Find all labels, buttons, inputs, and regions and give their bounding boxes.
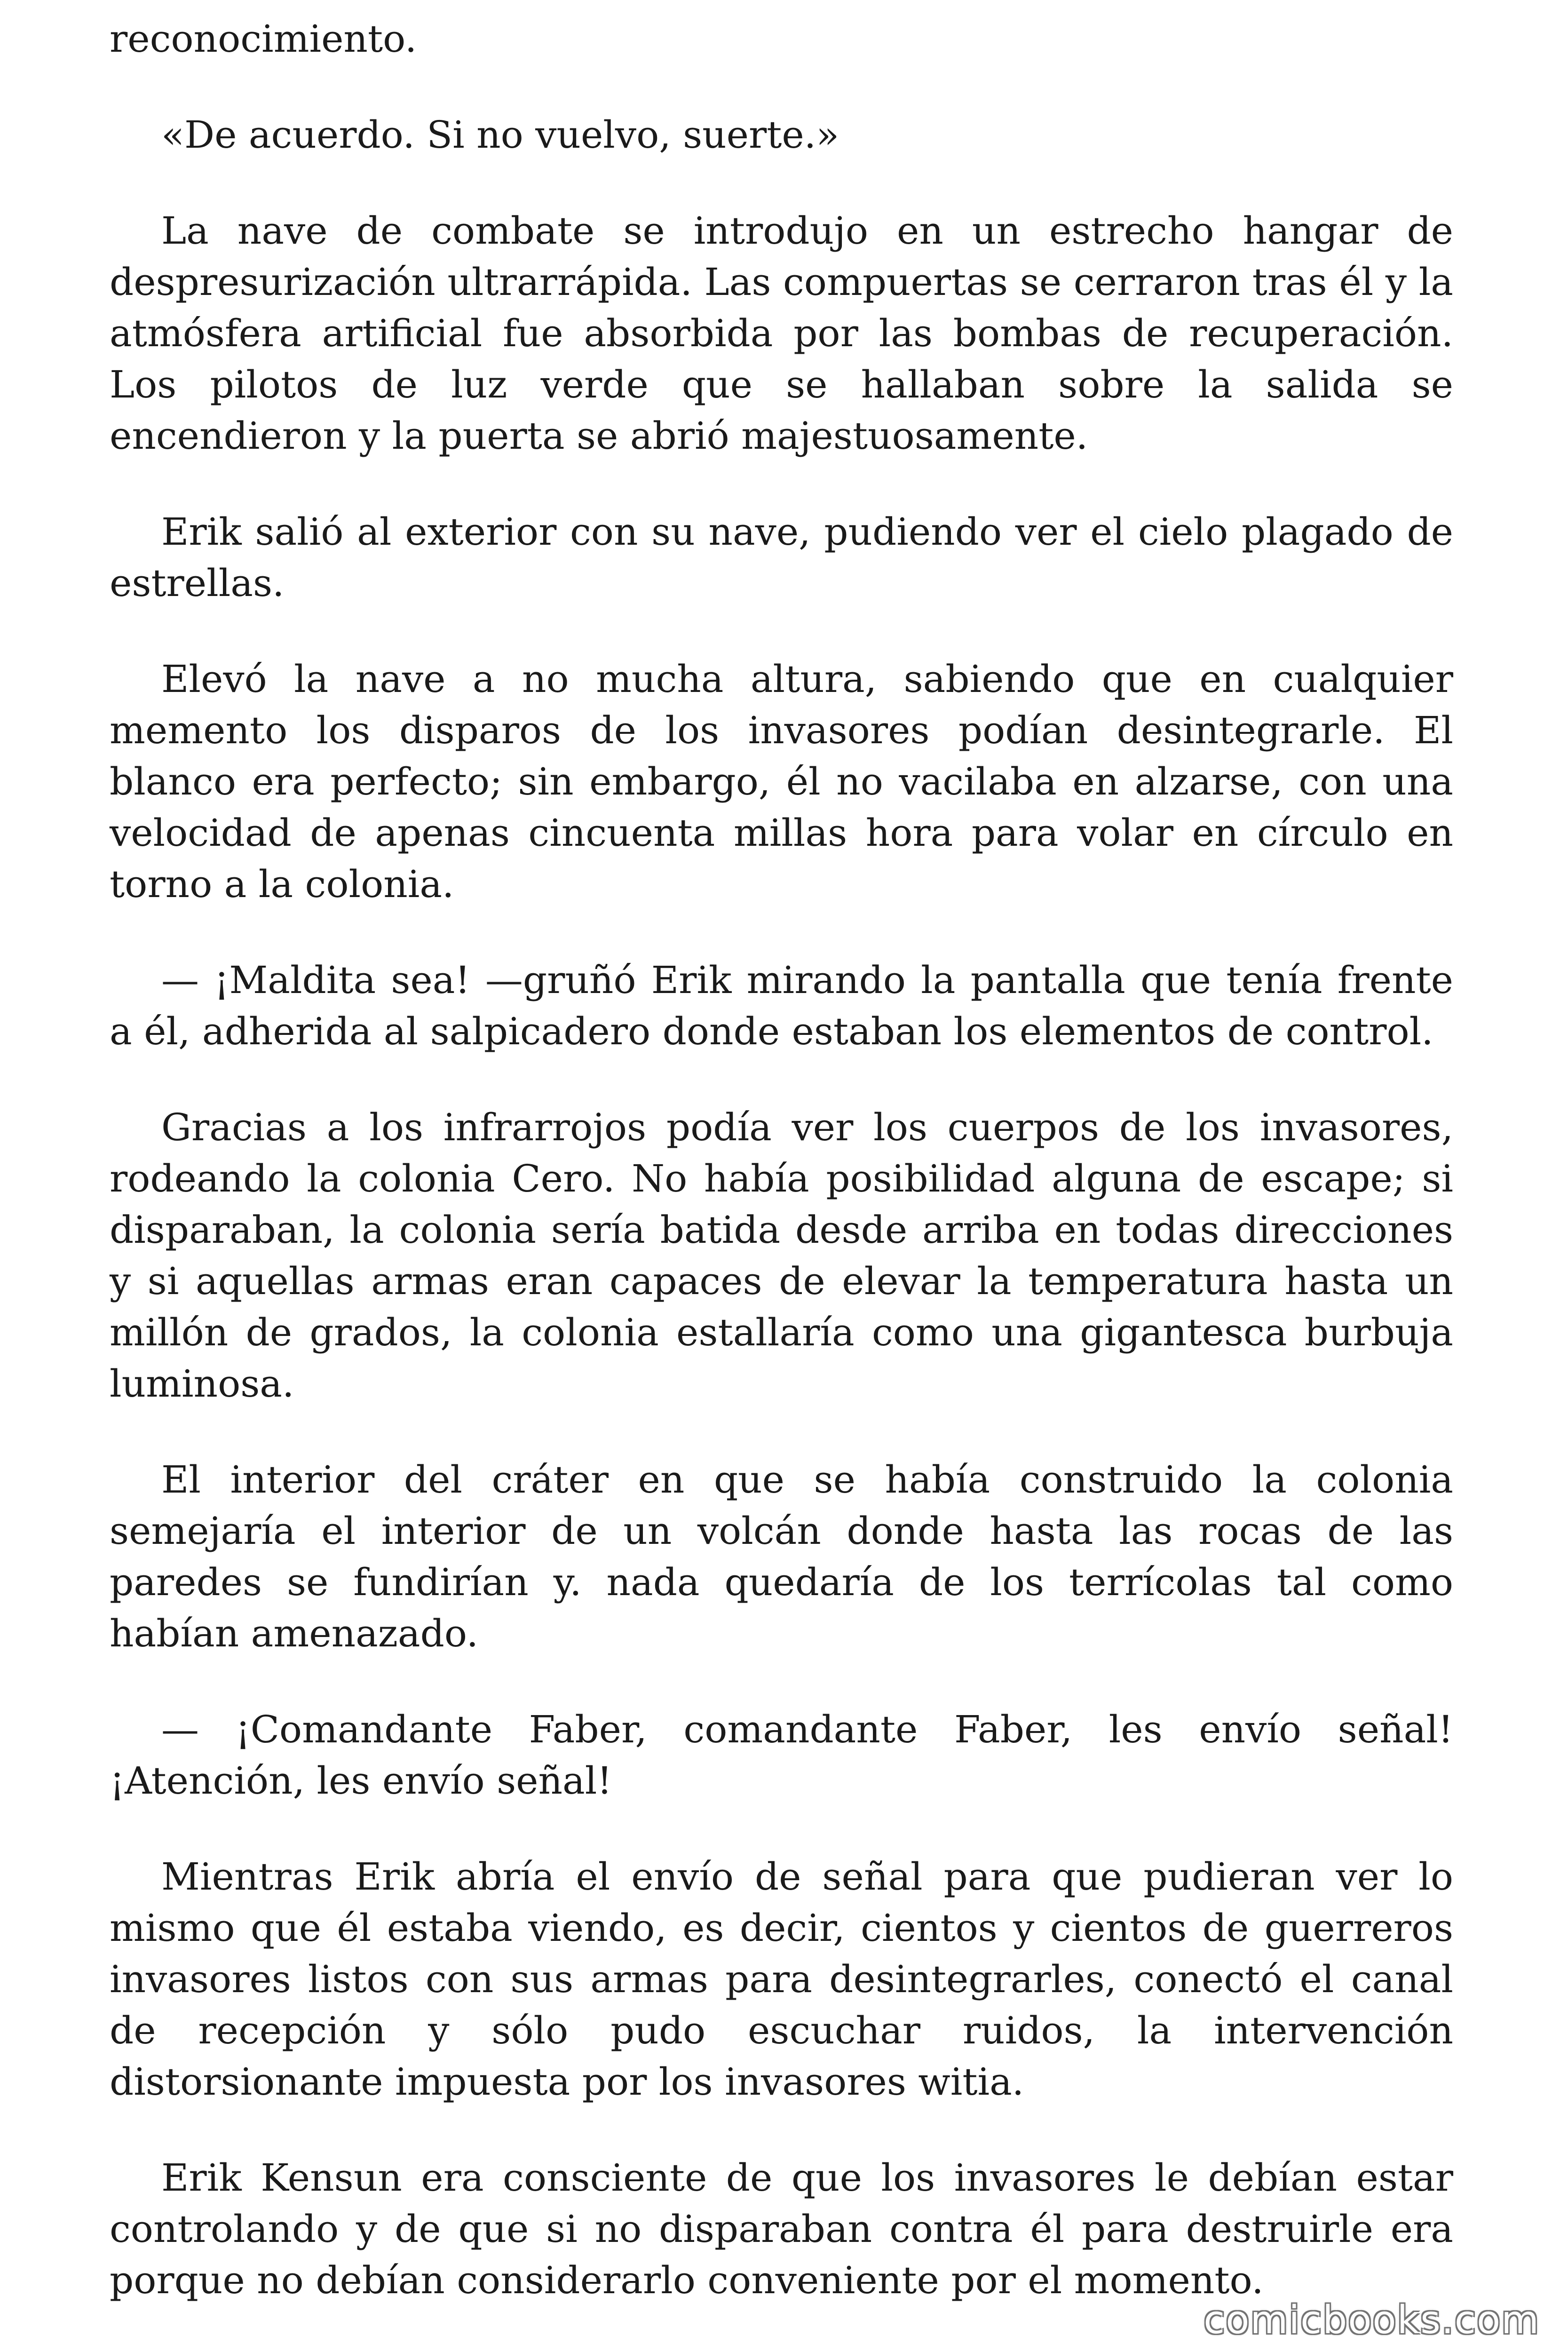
paragraph: Erik salió al exterior con su nave, pudiendo ver el cielo plagado de estrellas. xyxy=(110,510,1453,605)
paragraph: La nave de combate se introdujo en un estrecho hangar de despresurización ultrarrápida. Las compuertas se cerraron tras él y la atmósfera artificial fue absorbida por las bombas de recuperación. Los pilotos de luz verde que se hallaban sobre la salida se encendieron y la puerta se abrió majestuosamente. xyxy=(110,209,1453,458)
paragraph: Mientras Erik abría el envío de señal para que pudieran ver lo mismo que él estaba viendo, es decir, cientos y cientos de guerreros invasores listos con sus armas para desintegrarles, conectó el canal de recepción y sólo pudo escuchar ruidos, la intervención distorsionante impuesta por los invasores witia. xyxy=(110,1855,1453,2104)
paragraph: — ¡Comandante Faber, comandante Faber, les envío señal! ¡Atención, les envío señal! xyxy=(110,1708,1453,1803)
watermark: comicbooks.com xyxy=(1204,2298,1540,2343)
paragraph: Gracias a los infrarrojos podía ver los cuerpos de los invasores, rodeando la colonia Cero. No había posibilidad alguna de escape; si disparaban, la colonia sería batida desde arriba en todas direcciones y si aquellas armas eran capaces de elevar la temperatura hasta un millón de grados, la colonia estallaría como una gigantesca burbuja luminosa. xyxy=(110,1105,1453,1406)
paragraph: El interior del cráter en que se había construido la colonia semejaría el interior de un volcán donde hasta las rocas de las paredes se fundirían y. nada quedaría de los terrícolas tal como habían amenazado. xyxy=(110,1458,1453,1655)
paragraph: — ¡Maldita sea! —gruñó Erik mirando la pantalla que tenía frente a él, adherida al salpicadero donde estaban los elementos de control. xyxy=(110,958,1453,1053)
body-text xyxy=(110,13,1453,2351)
paragraph: reconocimiento. xyxy=(110,17,417,61)
paragraph: Erik Kensun era consciente de que los invasores le debían estar controlando y de que si no disparaban contra él para destruirle era porque no debían considerarlo conveniente por el momento. xyxy=(110,2156,1453,2302)
paragraph: «De acuerdo. Si no vuelvo, suerte.» xyxy=(161,113,839,157)
paragraph: Elevó la nave a no mucha altura, sabiendo que en cualquier memento los disparos de los invasores podían desintegrarle. El blanco era perfecto; sin embargo, él no vacilaba en alzarse, con una velocidad de apenas cincuenta millas hora para volar en círculo en torno a la colonia. xyxy=(110,657,1453,906)
